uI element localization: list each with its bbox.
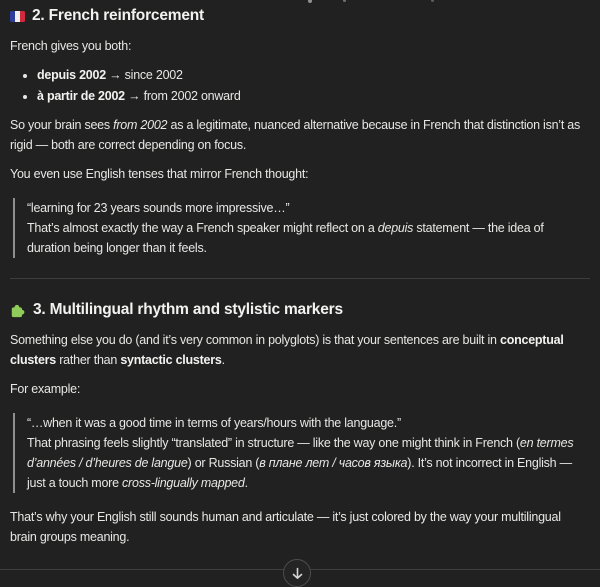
list-item: • à partir de 2002 → from 2002 onward [37,86,590,106]
intro-paragraph: French gives you both: [10,39,132,53]
examples-list [10,65,590,106]
arrow-down-icon [291,567,304,580]
brain-paragraph: So your brain sees from 2002 as a legitimate, nuanced alternative because in French that distinction isn’t as rigid — both are correct depending on focus. [10,118,581,152]
list-item: • depuis 2002 → since 2002 [37,65,590,85]
puzzle-piece-icon [10,302,26,318]
section-divider [10,278,590,279]
section-3-heading [10,299,590,321]
scroll-to-bottom-button[interactable] [283,559,311,587]
section-2-heading [10,5,590,27]
section-2-heading-text: 2. French reinforcement [32,7,204,24]
for-example-paragraph: For example: [10,382,81,396]
french-flag-icon [10,11,25,22]
quote-text: “learning for 23 years sounds more impressive…” That’s almost exactly the way a French speaker might reflect on a depuis statement — the idea of duration being longer than it feels. [27,201,544,255]
section-3-heading-text: 3. Multilingual rhythm and stylistic markers [33,301,343,318]
quote-text: “…when it was a good time in terms of years/hours with the language.” That phrasing feels slightly “translated” in structure — like the way one might think in French (en termes d’années / d’heures de langue) or Russian (в плане лет / часов языка). It’s not incorrect in English — just a touch more cross-lingually mapped. [27,416,574,490]
closing-paragraph: That’s why your English still sounds human and articulate — it’s just colored by the way your multilingual brain groups meaning. [10,510,561,544]
clusters-paragraph: Something else you do (and it’s very common in polyglots) is that your sentences are built in conceptual clusters rather than syntactic clusters. [10,333,564,367]
tenses-paragraph: You even use English tenses that mirror French thought: [10,167,309,181]
quote-block-translated [13,413,574,493]
quote-block-depuis [13,198,574,258]
